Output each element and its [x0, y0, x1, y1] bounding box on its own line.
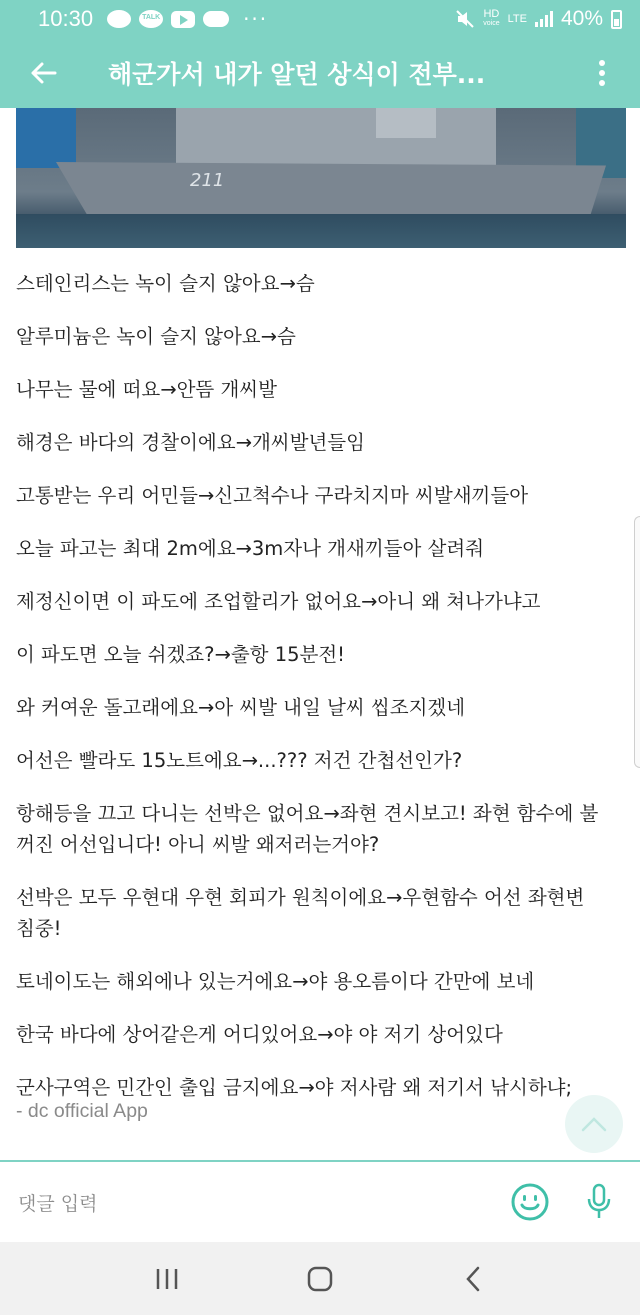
more-notifications-icon: ··· [243, 7, 269, 31]
post-line: 토네이도는 해외에나 있는거에요→야 용오름이다 간만에 보네 [16, 970, 535, 993]
app-signature: - dc official App [16, 1100, 148, 1122]
post-line: 군사구역은 민간인 출입 금지에요→야 저사람 왜 저기서 낚시하냐; [16, 1076, 573, 1099]
microphone-icon [586, 1183, 612, 1221]
post-line: 해경은 바다의 경찰이에요→개씨발년들임 [16, 431, 365, 454]
system-navigation-bar [0, 1242, 640, 1315]
chat-notification-icon [107, 10, 131, 28]
hd-voice-label: HD voice [483, 8, 500, 27]
chevron-up-icon [581, 1116, 607, 1132]
battery-icon [611, 10, 622, 29]
post-line: 제정신이면 이 파도에 조업할리가 없어요→아니 왜 쳐나가냐고 [16, 590, 541, 613]
kakaotalk-icon [139, 10, 163, 28]
page-title: 해군가서 내가 알던 상식이 전부... [108, 60, 486, 89]
post-line: 오늘 파고는 최대 2m에요→3m자나 개새끼들아 살려줘 [16, 537, 485, 560]
post-line: 꺼진 어선입니다! 아니 씨발 왜저러는거야? [16, 833, 380, 856]
app-bar [0, 38, 640, 108]
post-line: 스테인리스는 녹이 슬지 않아요→슴 [16, 272, 315, 295]
battery-percentage: 40% [560, 7, 603, 30]
back-nav-button[interactable] [443, 1249, 503, 1309]
mute-icon [455, 9, 475, 29]
post-line: 한국 바다에 상어같은게 어디있어요→야 야 저기 상어있다 [16, 1023, 503, 1046]
more-options-button[interactable] [564, 38, 640, 108]
kebab-dot-icon [599, 70, 605, 76]
home-button[interactable] [290, 1249, 350, 1309]
post-content[interactable] [0, 108, 640, 1160]
home-icon [306, 1265, 334, 1293]
status-time: 10:30 [38, 6, 94, 31]
post-line: 어선은 빨라도 15노트에요→...??? 저건 간첩선인가? [16, 749, 463, 772]
cloud-icon [203, 11, 229, 27]
lte-label: LTE [507, 13, 527, 25]
post-line: 침중! [16, 917, 62, 940]
post-line: 와 커여운 돌고래에요→아 씨발 내일 날씨 씹조지겠네 [16, 696, 466, 719]
post-line: 이 파도면 오늘 쉬겠죠?→출항 15분전! [16, 643, 345, 666]
post-body [16, 268, 626, 1103]
recent-apps-icon [154, 1267, 180, 1291]
post-line: 나무는 물에 떠요→안뜸 개씨발 [16, 378, 277, 401]
scrollbar[interactable] [634, 516, 640, 768]
smiley-icon [510, 1182, 550, 1222]
post-line: 고통받는 우리 어민들→신고척수나 구라치지마 씨발새끼들아 [16, 484, 529, 507]
post-image-warship [16, 108, 626, 248]
post-line: 선박은 모두 우현대 우현 회피가 원칙이에요→우현함수 어선 좌현변 [16, 886, 585, 909]
kebab-dot-icon [599, 80, 605, 86]
comment-bar [0, 1160, 640, 1242]
hull-number: 211 [190, 170, 225, 191]
back-button[interactable] [0, 38, 86, 108]
youtube-icon [171, 11, 195, 28]
notification-icons [107, 7, 268, 31]
voice-input-button[interactable] [574, 1172, 624, 1232]
chevron-left-icon [464, 1265, 482, 1293]
post-line: 알루미늄은 녹이 슬지 않아요→슴 [16, 325, 296, 348]
emoji-button[interactable] [500, 1172, 560, 1232]
post-line: 항해등을 끄고 다니는 선박은 없어요→좌현 견시보고! 좌현 함수에 불 [16, 802, 599, 825]
signal-icon [535, 11, 553, 27]
recent-apps-button[interactable] [137, 1249, 197, 1309]
scroll-to-top-button[interactable] [565, 1095, 623, 1153]
comment-input[interactable]: 댓글 입력 [18, 1192, 98, 1215]
system-icons [455, 7, 622, 31]
kebab-dot-icon [599, 60, 605, 66]
back-arrow-icon [29, 59, 57, 87]
status-bar [0, 0, 640, 38]
